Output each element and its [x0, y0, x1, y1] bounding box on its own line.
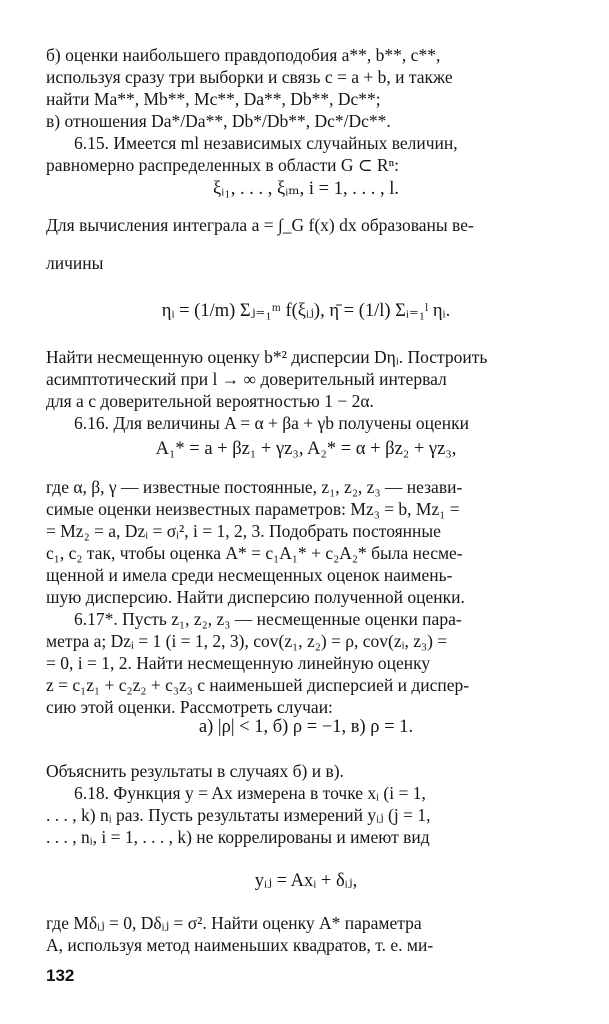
formula-line: A₁* = a + βz₁ + γz₃, A₂* = α + βz₂ + γz₃,	[155, 439, 457, 459]
text-line: равномерно распределенных в области G ⊂ Rⁿ:	[46, 155, 399, 175]
text-line: 6.17*. Пусть z₁, z₂, z₃ — несмещенные оценки пара-	[74, 609, 462, 629]
text-line: z = c₁z₁ + c₂z₂ + c₃z₃ с наименьшей дисперсией и диспер-	[46, 675, 470, 695]
text-line: A, используя метод наименьших квадратов, т. е. ми-	[46, 935, 434, 955]
text-line: где Mδᵢⱼ = 0, Dδᵢⱼ = σ². Найти оценку A* параметра	[46, 913, 422, 933]
text-line: шую дисперсию. Найти дисперсию полученной оценки.	[46, 587, 465, 607]
formula-line: yᵢⱼ = Axᵢ + δᵢⱼ,	[254, 871, 358, 891]
text-line: . . . , k) nᵢ раз. Пусть результаты измерений yᵢⱼ (j = 1,	[46, 805, 431, 825]
text-line: Объяснить результаты в случаях б) и в).	[46, 761, 344, 781]
formula-line: а) |ρ| < 1, б) ρ = −1, в) ρ = 1.	[198, 717, 414, 737]
text-line: 6.15. Имеется ml независимых случайных величин,	[74, 133, 458, 153]
text-line: б) оценки наибольшего правдоподобия a**, b**, c**,	[46, 45, 441, 65]
text-line: симые оценки неизвестных параметров: Mz₃ = b, Mz₁ =	[46, 499, 460, 519]
text-line: где α, β, γ — известные постоянные, z₁, z₂, z₃ — незави-	[46, 477, 463, 497]
text-line: 6.18. Функция y = Ax измерена в точке xᵢ (i = 1,	[74, 783, 426, 803]
text-line: метра a; Dzᵢ = 1 (i = 1, 2, 3), cov(z₁, z₂) = ρ, cov(zᵢ, z₃) =	[46, 631, 448, 651]
text-line: . . . , nᵢ, i = 1, . . . , k) не коррелированы и имеют вид	[46, 827, 430, 847]
text-line: = Mz₂ = a, Dzᵢ = σᵢ², i = 1, 2, 3. Подобрать постоянные	[46, 521, 441, 541]
text-line: в) отношения Da*/Da**, Db*/Db**, Dc*/Dc**.	[46, 111, 391, 131]
text-line: Для вычисления интеграла a = ∫_G f(x) dx образованы ве-	[46, 215, 474, 235]
formula-line: ηᵢ = (1/m) Σⱼ₌₁ᵐ f(ξᵢⱼ), η̄ = (1/l) Σᵢ₌₁ˡ ηᵢ.	[161, 301, 451, 321]
text-line: 6.16. Для величины A = α + βa + γb получены оценки	[74, 413, 469, 433]
text-line: асимптотический при l → ∞ доверительный интервал	[46, 369, 447, 389]
text-line: = 0, i = 1, 2. Найти несмещенную линейную оценку	[46, 653, 431, 673]
text-line: c₁, c₂ так, чтобы оценка A* = c₁A₁* + c₂A₂* была несме-	[46, 543, 463, 563]
text-line: щенной и имела среди несмещенных оценок наимень-	[46, 565, 453, 585]
page-number: 132	[46, 966, 75, 985]
text-line: Найти несмещенную оценку b*² дисперсии Dηᵢ. Построить	[46, 347, 488, 367]
text-line: сию этой оценки. Рассмотреть случаи:	[46, 697, 333, 717]
text-line: личины	[46, 253, 104, 273]
text-line: найти Ma**, Mb**, Mc**, Da**, Db**, Dc**;	[46, 89, 381, 109]
formula-line: ξᵢ₁, . . . , ξᵢₘ, i = 1, . . . , l.	[213, 179, 399, 199]
text-line: используя сразу три выборки и связь c = a + b, и также	[46, 67, 453, 87]
text-line: для a с доверительной вероятностью 1 − 2α.	[46, 391, 374, 411]
